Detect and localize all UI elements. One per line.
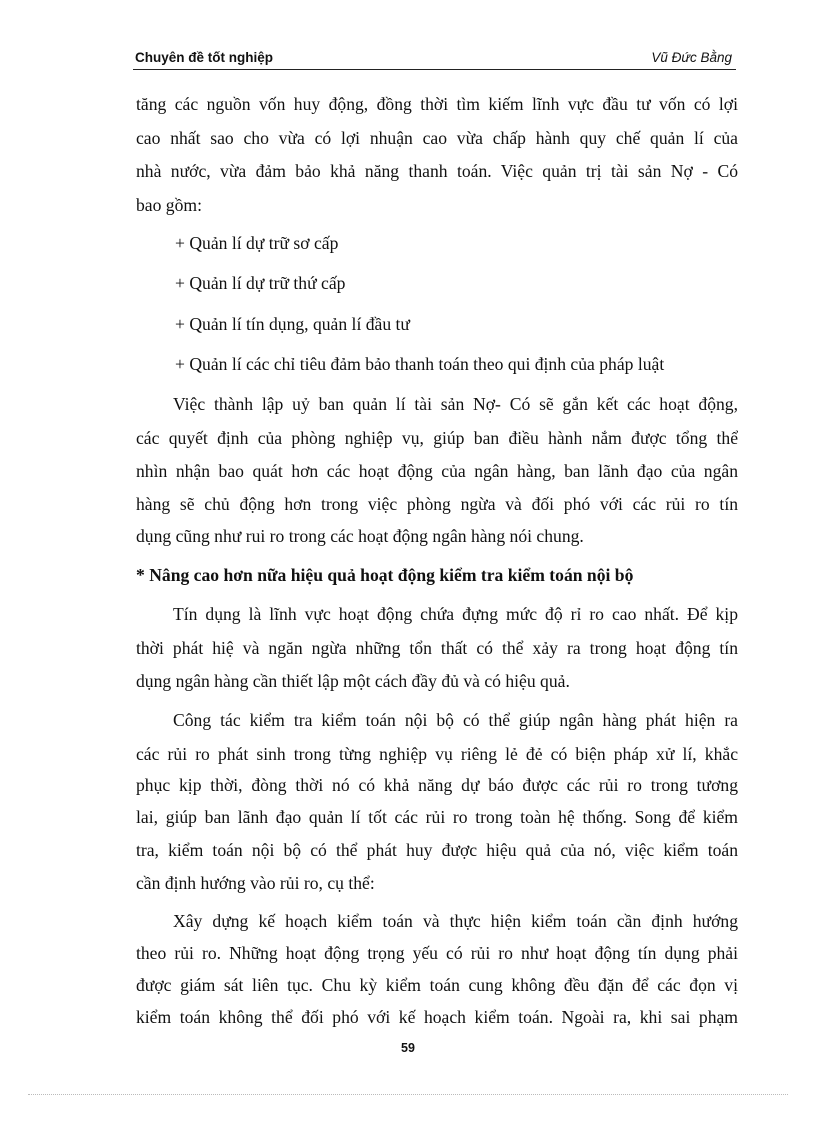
text-line: nhà nước, vừa đảm bảo khả năng thanh toán. Việc quản trị tài sản Nợ - Có — [136, 161, 738, 181]
text-line: cao nhất sao cho vừa có lợi nhuận cao vừa chấp hành quy chế quản lí của — [136, 128, 738, 148]
text-line: thời phát hiệ và ngăn ngừa những tổn thất có thể xảy ra trong hoạt động tín — [136, 638, 738, 658]
text-line: Công tác kiểm tra kiểm toán nội bộ có thể giúp ngân hàng phát hiện ra — [173, 710, 738, 730]
text-line: dụng cũng như rui ro trong các hoạt động ngân hàng nói chung. — [136, 526, 584, 546]
text-line: các rủi ro phát sinh trong từng nghiệp vụ riêng lẻ đẻ có biện pháp xử lí, khắc — [136, 744, 738, 764]
text-line: lai, giúp ban lãnh đạo quản lí tốt các rủi ro trong toàn hệ thống. Song để kiểm — [136, 807, 738, 827]
header-title: Chuyên đề tốt nghiệp — [135, 50, 273, 65]
text-line: được giám sát liên tục. Chu kỳ kiểm toán cung không đều đặn để các đọn vị — [136, 975, 738, 995]
bullet-item: + Quản lí dự trữ sơ cấp — [175, 233, 339, 253]
text-line: dụng ngân hàng cần thiết lập một cách đầy đủ và có hiệu quả. — [136, 671, 570, 691]
text-line: cần định hướng vào rủi ro, cụ thể: — [136, 873, 375, 893]
bullet-item: + Quản lí dự trữ thứ cấp — [175, 273, 346, 293]
footer-divider — [28, 1094, 788, 1095]
section-heading: * Nâng cao hơn nữa hiệu quả hoạt động kiểm tra kiểm toán nội bộ — [136, 565, 634, 585]
text-line: bao gồm: — [136, 195, 202, 215]
text-line: Xây dựng kế hoạch kiểm toán và thực hiện kiểm toán cần định hướng — [173, 911, 738, 931]
page-header — [133, 49, 736, 70]
text-line: các quyết định của phòng nghiệp vụ, giúp ban điều hành nắm được tổng thể — [136, 428, 738, 448]
text-line: theo rủi ro. Những hoạt động trọng yếu có rủi ro như hoạt động tín dụng phải — [136, 943, 738, 963]
text-line: Việc thành lập uỷ ban quản lí tài sản Nợ- Có sẽ gắn kết các hoạt động, — [173, 394, 738, 414]
text-line: phục kịp thời, đòng thời nó có khả năng dự báo được các rủi ro trong tương — [136, 775, 738, 795]
text-line: hàng sẽ chủ động hơn trong việc phòng ngừa và đối phó với các rủi ro tín — [136, 494, 738, 514]
text-line: Tín dụng là lĩnh vực hoạt động chứa đựng mức độ rỉ ro cao nhất. Để kịp — [173, 604, 738, 624]
bullet-item: + Quản lí tín dụng, quản lí đầu tư — [175, 314, 410, 334]
text-line: tra, kiểm toán nội bộ có thể phát huy được hiệu quả của nó, việc kiểm toán — [136, 840, 738, 860]
header-author: Vũ Đức Bằng — [651, 50, 732, 65]
text-line: kiểm toán không thể đối phó với kế hoạch kiểm toán. Ngoài ra, khi sai phạm — [136, 1007, 738, 1027]
page-number: 59 — [401, 1041, 415, 1055]
bullet-item: + Quản lí các chỉ tiêu đảm bảo thanh toán theo qui định của pháp luật — [175, 354, 665, 374]
text-line: tăng các nguồn vốn huy động, đồng thời tìm kiếm lĩnh vực đầu tư vốn có lợi — [136, 94, 738, 114]
text-line: nhìn nhận bao quát hơn các hoạt động của ngân hàng, ban lãnh đạo của ngân — [136, 461, 738, 481]
